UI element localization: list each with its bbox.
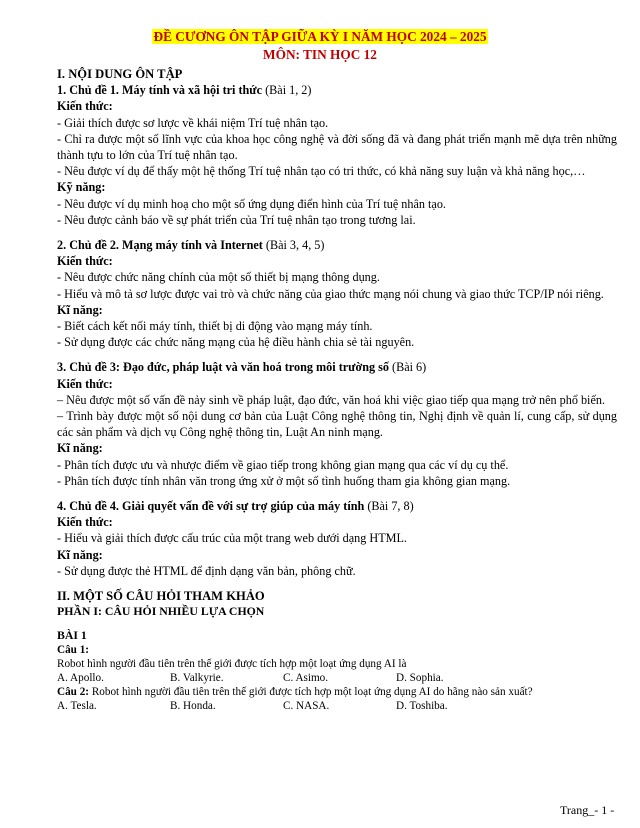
question-text: Robot hình người đầu tiên trên thế giới được tích hợp một loạt ứng dụng AI là — [57, 658, 407, 671]
list-item: - Phân tích được tính nhân văn trong ứng xử ở một số tình huống tham gia không gian mạng. — [57, 473, 511, 488]
list-item: - Giải thích được sơ lược về khái niệm Trí tuệ nhân tạo. — [57, 115, 329, 130]
list-item: - Sử dụng được thẻ HTML để định dạng văn bản, phông chữ. — [57, 563, 356, 578]
option-c: C. Asimo. — [283, 672, 329, 685]
topic-title: 2. Chủ đề 2. Mạng máy tính và Internet (Bài 3, 4, 5) — [57, 238, 325, 253]
topic-title: 4. Chủ đề 4. Giải quyết vấn đề với sự trợ giúp của máy tính (Bài 7, 8) — [57, 499, 414, 514]
list-item: - Hiểu và mô tả sơ lược được vai trò và chức năng của giao thức mạng nói chung và giao thức TCP/IP nói riêng. — [57, 286, 604, 301]
option-b: B. Valkyrie. — [170, 672, 224, 685]
question-label: Câu 1: — [57, 644, 90, 657]
subject-title: MÔN: TIN HỌC 12 — [263, 47, 377, 62]
topic-title: 3. Chủ đề 3: Đạo đức, pháp luật và văn hoá trong môi trường số (Bài 6) — [57, 360, 427, 375]
list-item: - Chỉ ra được một số lĩnh vực của khoa học công nghệ và đời sống đã và đang phát triển mạnh mẽ dựa trên những thành tựu to lớn của Trí tuệ nhân tạo. — [57, 131, 617, 163]
knowledge-label: Kiến thức: — [57, 254, 113, 269]
list-item: – Nêu được một số vấn đề nảy sinh về pháp luật, đạo đức, văn hoá khi việc giao tiếp qua mạng trở nên phổ biến. — [57, 392, 605, 407]
list-item: - Nêu được ví dụ để thấy một hệ thống Trí tuệ nhân tạo có tri thức, có khả năng suy luận và khả năng học,… — [57, 164, 586, 179]
skills-label: Kĩ năng: — [57, 302, 103, 317]
knowledge-label: Kiến thức: — [57, 515, 113, 530]
answer-options — [57, 671, 617, 685]
option-a: A. Apollo. — [57, 672, 104, 685]
skills-label: Kĩ năng: — [57, 547, 103, 562]
lesson-heading: BÀI 1 — [57, 628, 87, 643]
option-a: A. Tesla. — [57, 700, 97, 713]
knowledge-label: Kiến thức: — [57, 376, 113, 391]
part-heading: PHẦN I: CÂU HỎI NHIỀU LỰA CHỌN — [57, 604, 265, 619]
section-heading: II. MỘT SỐ CÂU HỎI THAM KHẢO — [57, 589, 265, 604]
document-title: ĐỀ CƯƠNG ÔN TẬP GIỮA KỲ I NĂM HỌC 2024 – 2025 — [153, 29, 487, 44]
topic-title: 1. Chủ đề 1. Máy tính và xã hội tri thức (Bài 1, 2) — [57, 83, 312, 98]
document-body — [57, 66, 617, 713]
list-item: - Hiểu và giải thích được cấu trúc của một trang web dưới dạng HTML. — [57, 531, 407, 546]
option-d: D. Toshiba. — [396, 700, 448, 713]
skills-label: Kĩ năng: — [57, 441, 103, 456]
page-number: Trang_- 1 - — [560, 803, 615, 817]
section-heading: I. NỘI DUNG ÔN TẬP — [57, 67, 183, 81]
list-item: - Biết cách kết nối máy tính, thiết bị di động vào mạng máy tính. — [57, 319, 373, 334]
skills-label: Kỹ năng: — [57, 180, 106, 195]
list-item: - Nêu được cảnh báo về sự phát triển của Trí tuệ nhân tạo trong tương lai. — [57, 212, 416, 227]
list-item: – Trình bày được một số nội dung cơ bản của Luật Công nghệ thông tin, Nghị định về quản lí, cung cấp, sử dụng các sản phẩm và dịch vụ Công nghệ thông tin, Luật An ninh mạng. — [57, 409, 617, 440]
option-c: C. NASA. — [283, 700, 330, 713]
list-item: - Sử dụng được các chức năng mạng của hệ điều hành chia sẻ tài nguyên. — [57, 335, 415, 350]
list-item: - Nêu được ví dụ minh hoạ cho một số ứng dụng điển hình của Trí tuệ nhân tạo. — [57, 196, 446, 211]
knowledge-label: Kiến thức: — [57, 99, 113, 114]
question-text: Câu 2: Robot hình người đầu tiên trên thế giới được tích hợp một loạt ứng dụng AI do hãng nào sản xuất? — [57, 686, 533, 699]
list-item: - Nêu được chức năng chính của một số thiết bị mạng thông dụng. — [57, 270, 380, 285]
option-d: D. Sophia. — [396, 672, 444, 685]
list-item: - Phân tích được ưu và nhược điểm về giao tiếp trong không gian mạng qua các ví dụ cụ thể. — [57, 457, 509, 472]
answer-options — [57, 699, 617, 713]
option-b: B. Honda. — [170, 700, 216, 713]
